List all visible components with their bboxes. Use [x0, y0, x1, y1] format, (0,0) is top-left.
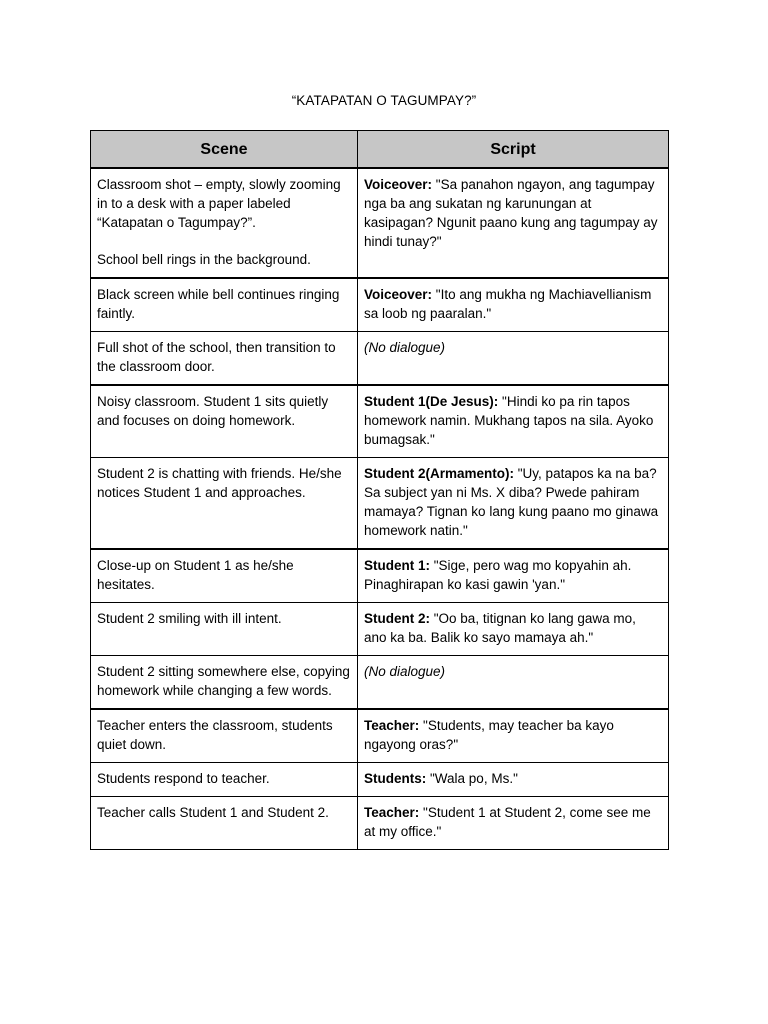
table-row — [91, 709, 669, 763]
scene-text: Students respond to teacher. — [97, 771, 270, 786]
document-title: “KATAPATAN O TAGUMPAY?” — [291, 93, 477, 108]
scene-text: Close-up on Student 1 as he/she hesitates. — [97, 558, 294, 592]
scene-text: Noisy classroom. Student 1 sits quietly and focuses on doing homework. — [97, 394, 329, 428]
dialogue-text: "Ito ang mukha ng Machiavellianism sa loob ng paaralan." — [364, 287, 652, 321]
dialogue-text: "Uy, patapos ka na ba? Sa subject yan ni Ms. X diba? Pwede pahiram mamaya? Tignan ko lang kung paano mo ginawa homework natin." — [364, 466, 659, 538]
scene-text: Student 2 smiling with ill intent. — [97, 611, 282, 626]
script-cell — [358, 549, 669, 603]
speaker-label: Student 1(De Jesus): — [364, 394, 499, 409]
scene-cell — [91, 656, 358, 710]
script-cell — [358, 656, 669, 710]
scene-text: Teacher enters the classroom, students quiet down. — [97, 718, 333, 752]
scene-text: Student 2 is chatting with friends. He/she notices Student 1 and approaches. — [97, 466, 342, 500]
dialogue-text: "Wala po, Ms." — [426, 771, 518, 786]
dialogue-text: "Oo ba, titignan ko lang gawa mo, ano ka ba. Balik ko sayo mamaya ah." — [364, 611, 636, 645]
scene-cell — [91, 603, 358, 656]
scene-text: Black screen while bell continues ringing faintly. — [97, 287, 340, 321]
script-cell — [358, 763, 669, 797]
script-table — [90, 130, 669, 850]
script-cell — [358, 168, 669, 278]
table-row — [91, 278, 669, 332]
dialogue-text: "Sa panahon ngayon, ang tagumpay nga ba ang sukatan ng karunungan at kasipagan? Ngunit paano kung ang tagumpay ay hindi tunay?" — [364, 177, 658, 249]
table-row — [91, 549, 669, 603]
dialogue-text: "Student 1 at Student 2, come see me at my office." — [364, 805, 651, 839]
dialogue-text: "Hindi ko pa rin tapos homework namin. Mukhang tapos na sila. Ayoko bumagsak." — [364, 394, 654, 447]
speaker-label: Student 2: — [364, 611, 430, 626]
dialogue-text: "Students, may teacher ba kayo ngayong oras?" — [364, 718, 614, 752]
speaker-label: Teacher: — [364, 805, 420, 820]
scene-cell — [91, 168, 358, 278]
scene-cell — [91, 549, 358, 603]
header-scene: Scene — [91, 131, 358, 169]
table-row — [91, 603, 669, 656]
scene-text: School bell rings in the background. — [97, 252, 311, 267]
scene-text: Teacher calls Student 1 and Student 2. — [97, 805, 329, 820]
script-cell — [358, 603, 669, 656]
speaker-label: Student 2(Armamento): — [364, 466, 515, 481]
scene-text: Classroom shot – empty, slowly zooming in to a desk with a paper labeled “Katapatan o Tagumpay?”. — [97, 177, 341, 230]
table-row — [91, 763, 669, 797]
table-row — [91, 797, 669, 850]
table-row — [91, 458, 669, 550]
scene-cell — [91, 332, 358, 386]
scene-cell — [91, 763, 358, 797]
table-row — [91, 332, 669, 386]
table-row — [91, 385, 669, 458]
scene-text: Student 2 sitting somewhere else, copying homework while changing a few words. — [97, 664, 350, 698]
script-cell — [358, 332, 669, 386]
header-script: Script — [358, 131, 669, 169]
table-row — [91, 656, 669, 710]
scene-cell — [91, 709, 358, 763]
speaker-label: Students: — [364, 771, 427, 786]
script-cell — [358, 278, 669, 332]
scene-cell — [91, 458, 358, 550]
script-cell — [358, 797, 669, 850]
scene-cell — [91, 797, 358, 850]
no-dialogue-note: (No dialogue) — [364, 664, 446, 679]
speaker-label: Voiceover: — [364, 177, 433, 192]
speaker-label: Teacher: — [364, 718, 420, 733]
speaker-label: Student 1: — [364, 558, 430, 573]
script-cell — [358, 385, 669, 458]
script-cell — [358, 709, 669, 763]
dialogue-text: "Sige, pero wag mo kopyahin ah. Pinaghirapan ko kasi gawin 'yan." — [364, 558, 632, 592]
scene-cell — [91, 385, 358, 458]
scene-cell — [91, 278, 358, 332]
table-row — [91, 168, 669, 278]
script-cell — [358, 458, 669, 550]
no-dialogue-note: (No dialogue) — [364, 340, 446, 355]
scene-text: Full shot of the school, then transition to the classroom door. — [97, 340, 336, 374]
speaker-label: Voiceover: — [364, 287, 433, 302]
paragraph-gap — [97, 232, 351, 250]
table-header-row — [91, 131, 669, 169]
